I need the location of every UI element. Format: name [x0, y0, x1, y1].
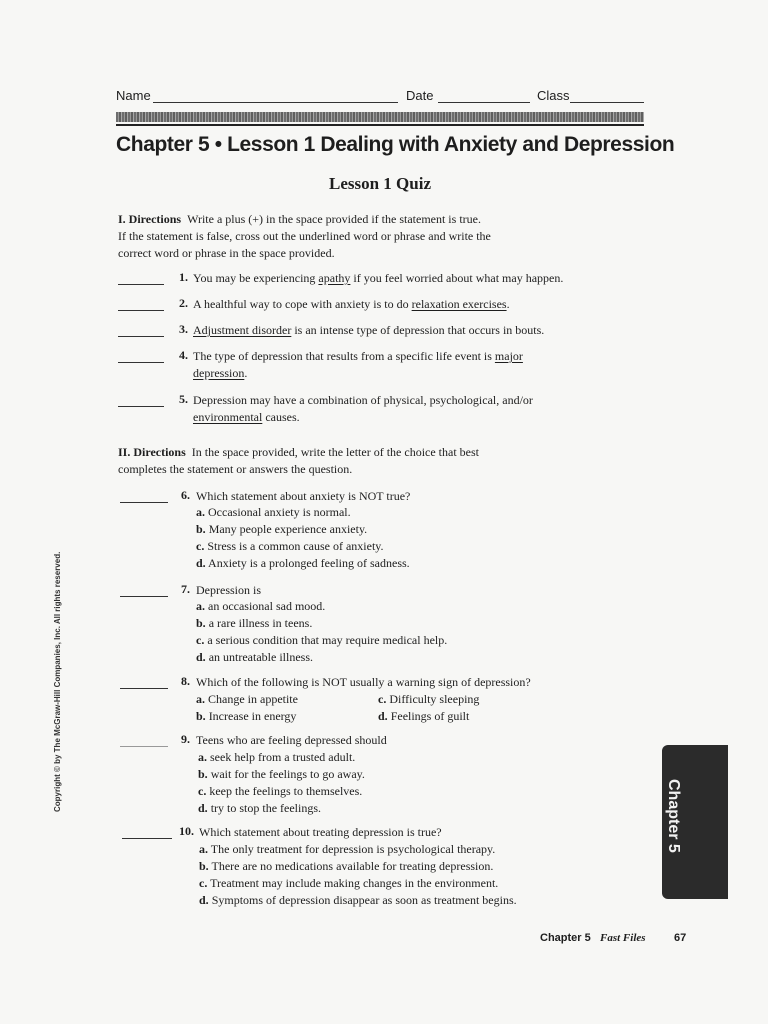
- question-1-text-a: You may be experiencing: [193, 271, 319, 285]
- name-field[interactable]: [153, 102, 398, 103]
- question-4-underlined-b: depression: [193, 366, 245, 380]
- question-number-1: 1.: [179, 270, 188, 284]
- class-field[interactable]: [570, 102, 644, 103]
- footer-chapter: Chapter 5: [540, 932, 591, 944]
- page-number: 67: [674, 932, 687, 944]
- section1-line1: Write a plus (+) in the space provided if the statement is true.: [187, 212, 481, 226]
- copyright-text: Copyright © by The McGraw-Hill Companies, Inc. All rights reserved.: [53, 551, 62, 812]
- question-1-text-b: if you feel worried about what may happen.: [350, 271, 564, 285]
- choice-9d: d. try to stop the feelings.: [198, 801, 322, 815]
- question-number-10: 10.: [179, 824, 194, 838]
- choice-8a: a. Change in appetite: [196, 692, 298, 706]
- question-5-underlined: environmental: [193, 410, 263, 424]
- section2-line1: In the space provided, write the letter of the choice that best: [191, 445, 480, 459]
- choice-10d: d. Symptoms of depression disappear as soon as treatment begins.: [199, 893, 517, 907]
- answer-blank-2[interactable]: [118, 310, 164, 311]
- section1-line3: correct word or phrase in the space provided.: [118, 246, 335, 260]
- choice-8b: b. Increase in energy: [196, 709, 297, 723]
- question-7-stem: Depression is: [196, 583, 261, 597]
- question-number-4: 4.: [179, 348, 188, 362]
- question-3: [193, 322, 544, 339]
- choice-6d: d. Anxiety is a prolonged feeling of sadness.: [196, 556, 410, 570]
- question-7-choices: [196, 598, 447, 666]
- question-number-7: 7.: [181, 582, 190, 596]
- choice-10a: a. The only treatment for depression is psychological therapy.: [199, 842, 496, 856]
- answer-blank-4[interactable]: [118, 362, 164, 363]
- section1-heading: I. Directions: [118, 212, 182, 226]
- choice-9b: b. wait for the feelings to go away.: [198, 767, 365, 781]
- question-1-underlined: apathy: [318, 271, 351, 285]
- section2-directions: [118, 444, 578, 478]
- choice-7b: b. a rare illness in teens.: [196, 616, 313, 630]
- question-4-text-a: The type of depression that results from a specific life event is: [193, 349, 495, 363]
- question-8-choices-right: [378, 691, 479, 725]
- question-4-underlined-a: major: [494, 349, 523, 363]
- question-4: [193, 348, 523, 382]
- question-number-2: 2.: [179, 296, 188, 310]
- question-2: [193, 296, 510, 313]
- question-10-stem: Which statement about treating depression is true?: [199, 825, 442, 839]
- question-10-choices: [199, 841, 517, 909]
- choice-6c: c. Stress is a common cause of anxiety.: [196, 539, 384, 553]
- answer-blank-7[interactable]: [120, 596, 168, 597]
- question-5-text-a: Depression may have a combination of physical, psychological, and/or: [193, 393, 533, 407]
- question-9-stem: Teens who are feeling depressed should: [196, 733, 387, 747]
- question-1: [193, 270, 563, 287]
- name-label: Name: [116, 88, 151, 103]
- class-label: Class: [537, 88, 570, 103]
- question-6-stem: Which statement about anxiety is NOT true?: [196, 489, 411, 503]
- date-field[interactable]: [438, 102, 530, 103]
- choice-10c: c. Treatment may include making changes in the environment.: [199, 876, 499, 890]
- answer-blank-1[interactable]: [118, 284, 164, 285]
- question-2-text-b: .: [506, 297, 510, 311]
- question-8-stem: Which of the following is NOT usually a warning sign of depression?: [196, 675, 531, 689]
- section2-heading: II. Directions: [118, 445, 186, 459]
- question-5: [193, 392, 533, 426]
- chapter-tab-label: Chapter 5: [665, 779, 682, 853]
- choice-9c: c. keep the feelings to themselves.: [198, 784, 363, 798]
- section2-line2: completes the statement or answers the question.: [118, 462, 353, 476]
- choice-6b: b. Many people experience anxiety.: [196, 522, 368, 536]
- answer-blank-8[interactable]: [120, 688, 168, 689]
- choice-8c: c. Difficulty sleeping: [378, 692, 480, 706]
- question-number-8: 8.: [181, 674, 190, 688]
- choice-6a: a. Occasional anxiety is normal.: [196, 505, 351, 519]
- question-number-3: 3.: [179, 322, 188, 336]
- choice-7a: a. an occasional sad mood.: [196, 599, 326, 613]
- answer-blank-3[interactable]: [118, 336, 164, 337]
- page-title: Chapter 5 • Lesson 1 Dealing with Anxiety and Depression: [116, 133, 675, 156]
- question-2-underlined: relaxation exercises: [411, 297, 507, 311]
- answer-blank-5[interactable]: [118, 406, 164, 407]
- header-rule: [116, 124, 644, 126]
- date-label: Date: [406, 88, 434, 103]
- chapter-tab: [662, 745, 728, 899]
- section1-directions: [118, 211, 578, 262]
- question-number-9: 9.: [181, 732, 190, 746]
- question-number-5: 5.: [179, 392, 188, 406]
- question-2-text-a: A healthful way to cope with anxiety is to do: [193, 297, 412, 311]
- choice-10b: b. There are no medications available for treating depression.: [199, 859, 494, 873]
- question-4-text-b: .: [244, 366, 248, 380]
- answer-blank-9[interactable]: [120, 746, 168, 747]
- footer-book-title: Fast Files: [600, 932, 646, 944]
- footer-book: [600, 932, 646, 944]
- section1-line2: If the statement is false, cross out the underlined word or phrase and write the: [118, 229, 491, 243]
- answer-blank-10[interactable]: [122, 838, 172, 839]
- quiz-subtitle: Lesson 1 Quiz: [328, 174, 432, 193]
- choice-7d: d. an untreatable illness.: [196, 650, 313, 664]
- question-9-choices: [198, 749, 365, 817]
- question-5-text-b: causes.: [262, 410, 300, 424]
- choice-7c: c. a serious condition that may require medical help.: [196, 633, 448, 647]
- question-number-6: 6.: [181, 488, 190, 502]
- header-rule-band: [116, 112, 644, 122]
- choice-8d: d. Feelings of guilt: [378, 709, 470, 723]
- question-6-choices: [196, 504, 410, 572]
- question-8-choices-left: [196, 691, 298, 725]
- question-3-text-b: is an intense type of depression that occurs in bouts.: [291, 323, 545, 337]
- question-3-underlined: Adjustment disorder: [193, 323, 292, 337]
- answer-blank-6[interactable]: [120, 502, 168, 503]
- choice-9a: a. seek help from a trusted adult.: [198, 750, 356, 764]
